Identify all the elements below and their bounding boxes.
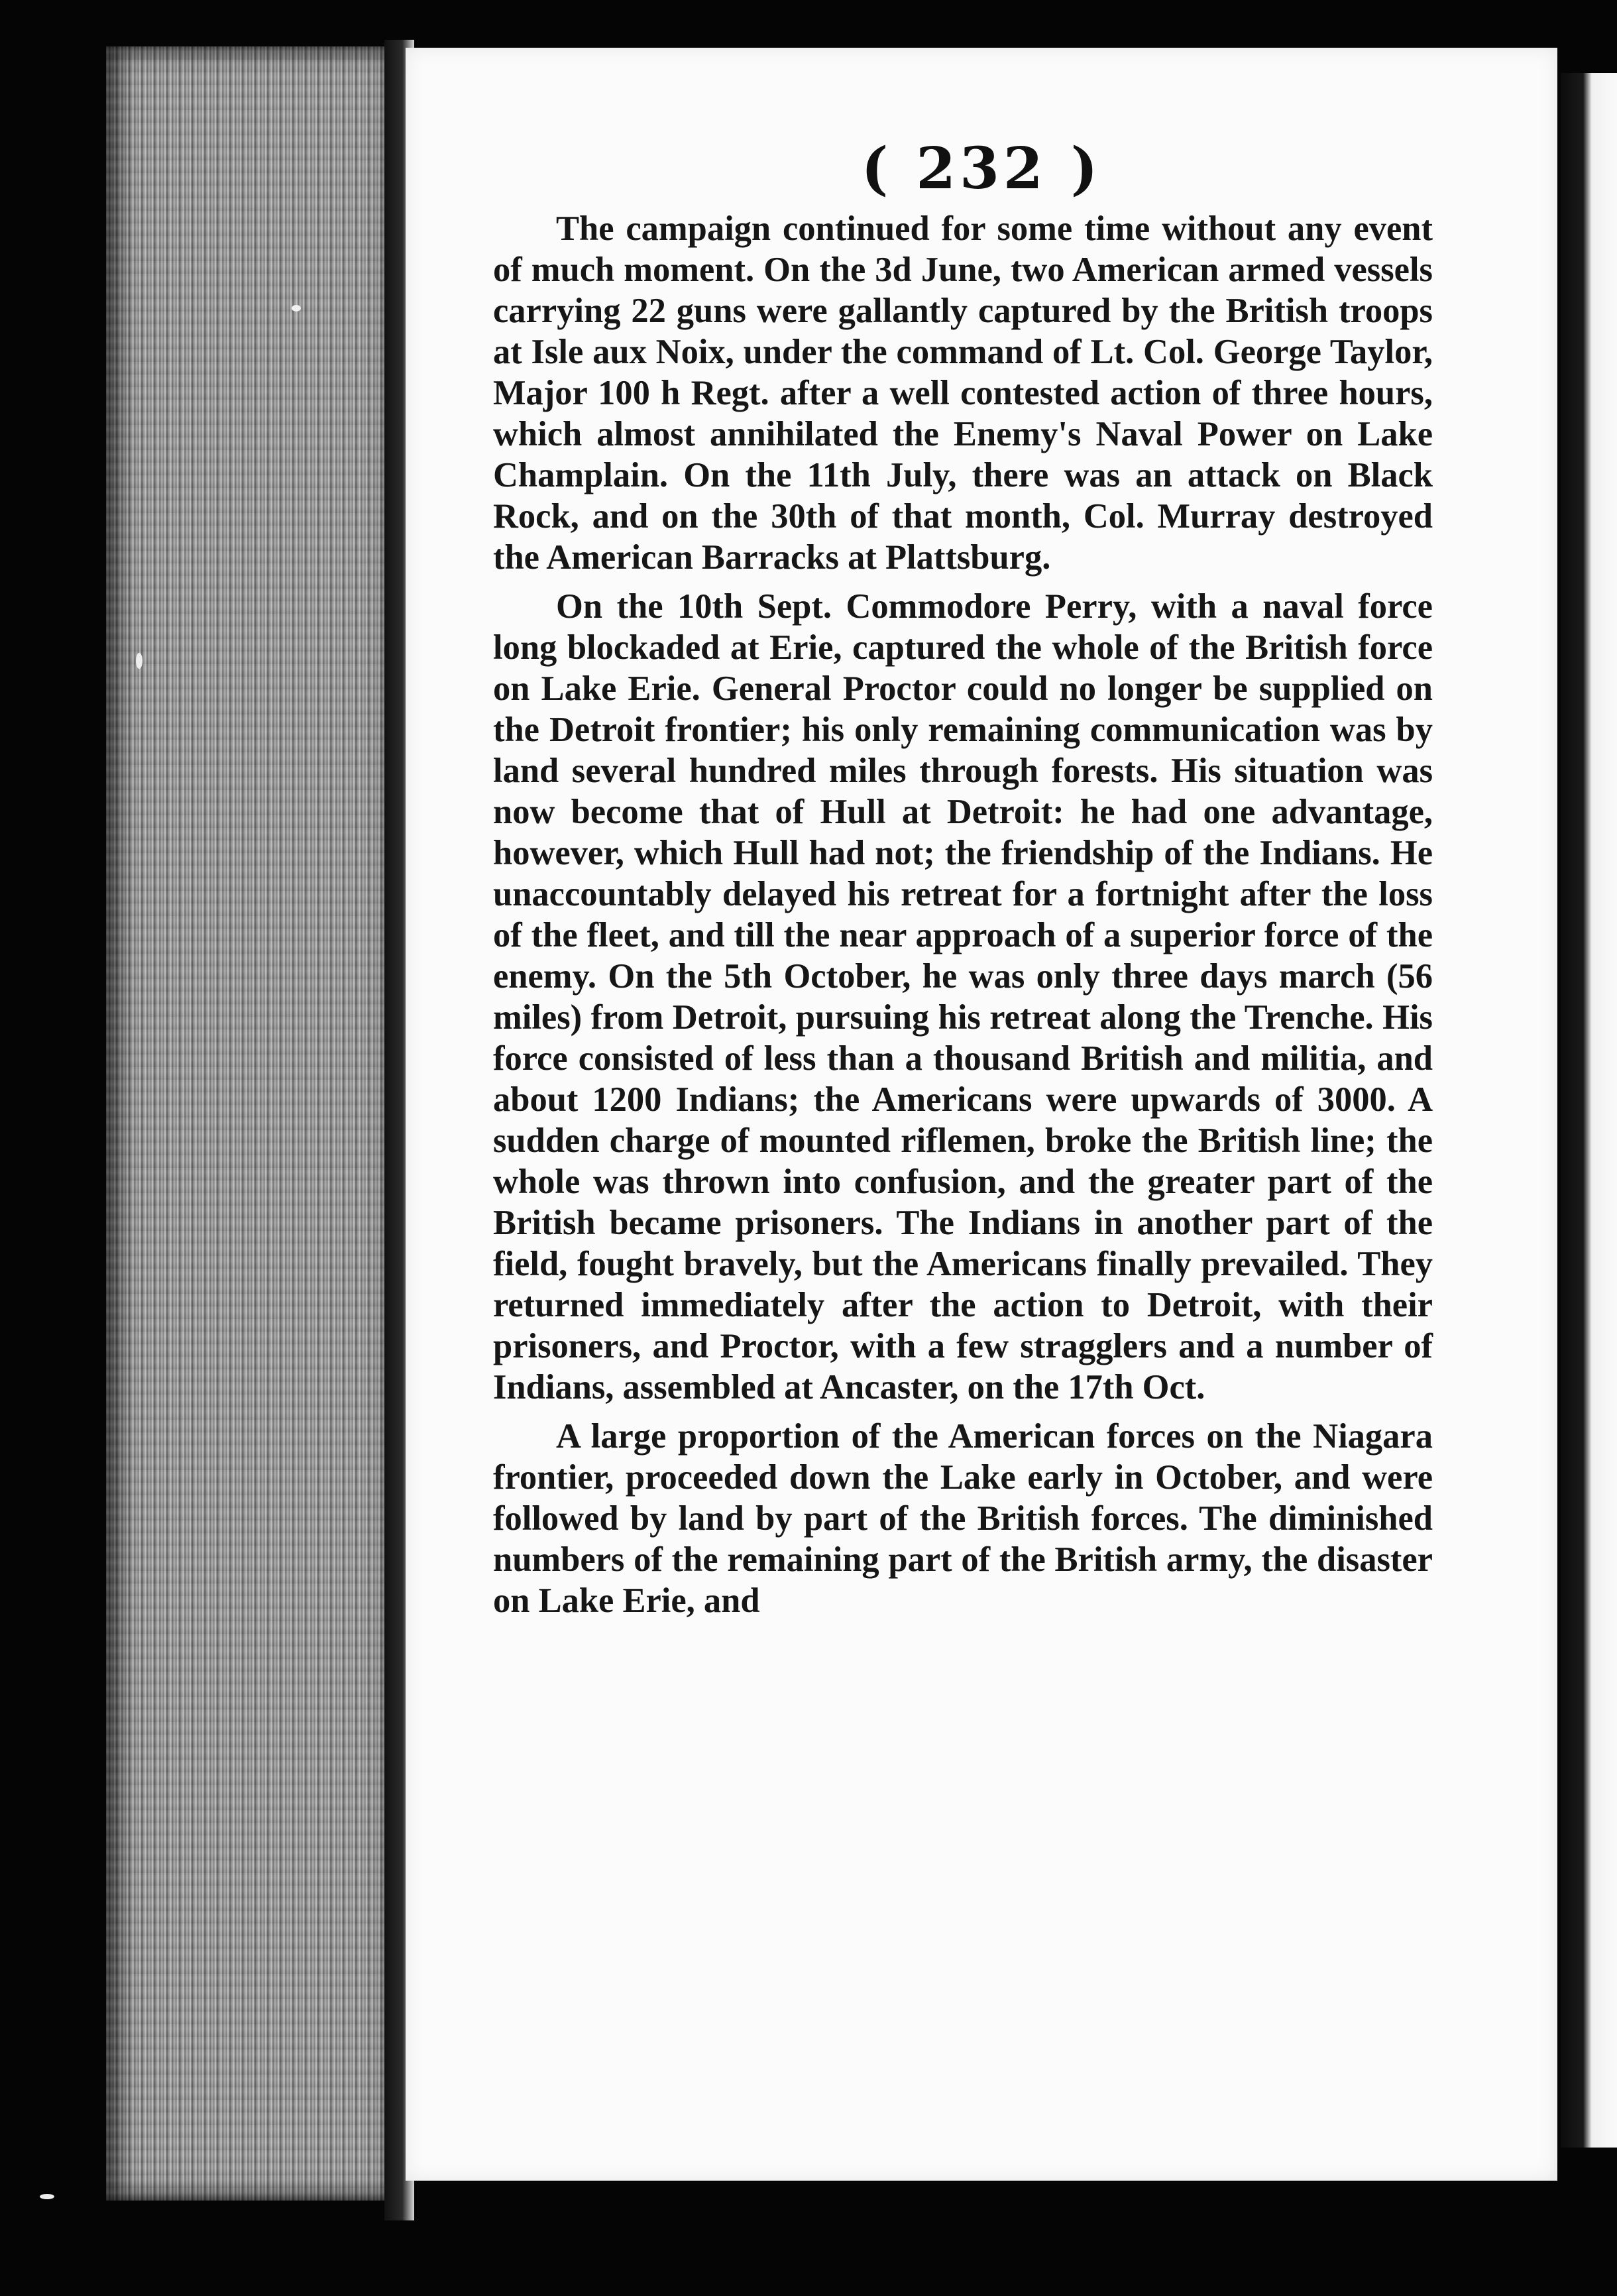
scan-speck bbox=[40, 2194, 54, 2199]
scan-speck bbox=[292, 305, 301, 312]
page-number: ( 232 ) bbox=[861, 135, 1102, 202]
body-text bbox=[493, 208, 1433, 1621]
paragraph-1: The campaign continued for some time without any event of much moment. On the 3d June, two American armed vessels carrying 22 guns were gallantly captured by the British troops at Isle aux Noix, under the command of Lt. Col. George Taylor, Major 100 h Regt. after a well contested action of three hours, which almost annihilated the Enemy's Naval Power on Lake Champlain. On the 11th July, there was an attack on Black Rock, and on the 30th of that month, Col. Murray destroyed the American Barracks at Plattsburg. bbox=[493, 209, 1433, 577]
scan-speck bbox=[136, 653, 142, 669]
book-fore-edge bbox=[106, 46, 408, 2201]
facing-page-edge bbox=[1561, 73, 1617, 2148]
paragraph-2: On the 10th Sept. Commodore Perry, with a naval force long blockaded at Erie, captured the whole of the British force on Lake Erie. General Proctor could no longer be supplied on the Detroit frontier; his only remaining communication was by land several hundred miles through forests. His situation was now become that of Hull at Detroit: he had one advantage, however, which Hull had not; the friendship of the Indians. He unaccountably delayed his retreat for a fortnight after the loss of the fleet, and till the near approach of a superior force of the enemy. On the 5th October, he was only three days march (56 miles) from Detroit, pursuing his retreat along the Trenche. His force consisted of less than a thousand British and militia, and about 1200 Indians; the Americans were upwards of 3000. A sudden charge of mounted riflemen, broke the British line; the whole was thrown into confusion, and the greater part of the British became prisoners. The Indians in another part of the field, fought bravely, but the Americans finally prevailed. They returned immediately after the action to Detroit, with their prisoners, and Proctor, with a few stragglers and a number of Indians, assembled at Ancaster, on the 17th Oct. bbox=[493, 587, 1433, 1406]
paragraph-3: A large proportion of the American forces on the Niagara frontier, proceeded down the Lake early in October, and were followed by land by part of the British forces. The diminished numbers of the remaining part of the British army, the disaster on Lake Erie, and bbox=[493, 1417, 1433, 1620]
book-page bbox=[406, 48, 1557, 2181]
